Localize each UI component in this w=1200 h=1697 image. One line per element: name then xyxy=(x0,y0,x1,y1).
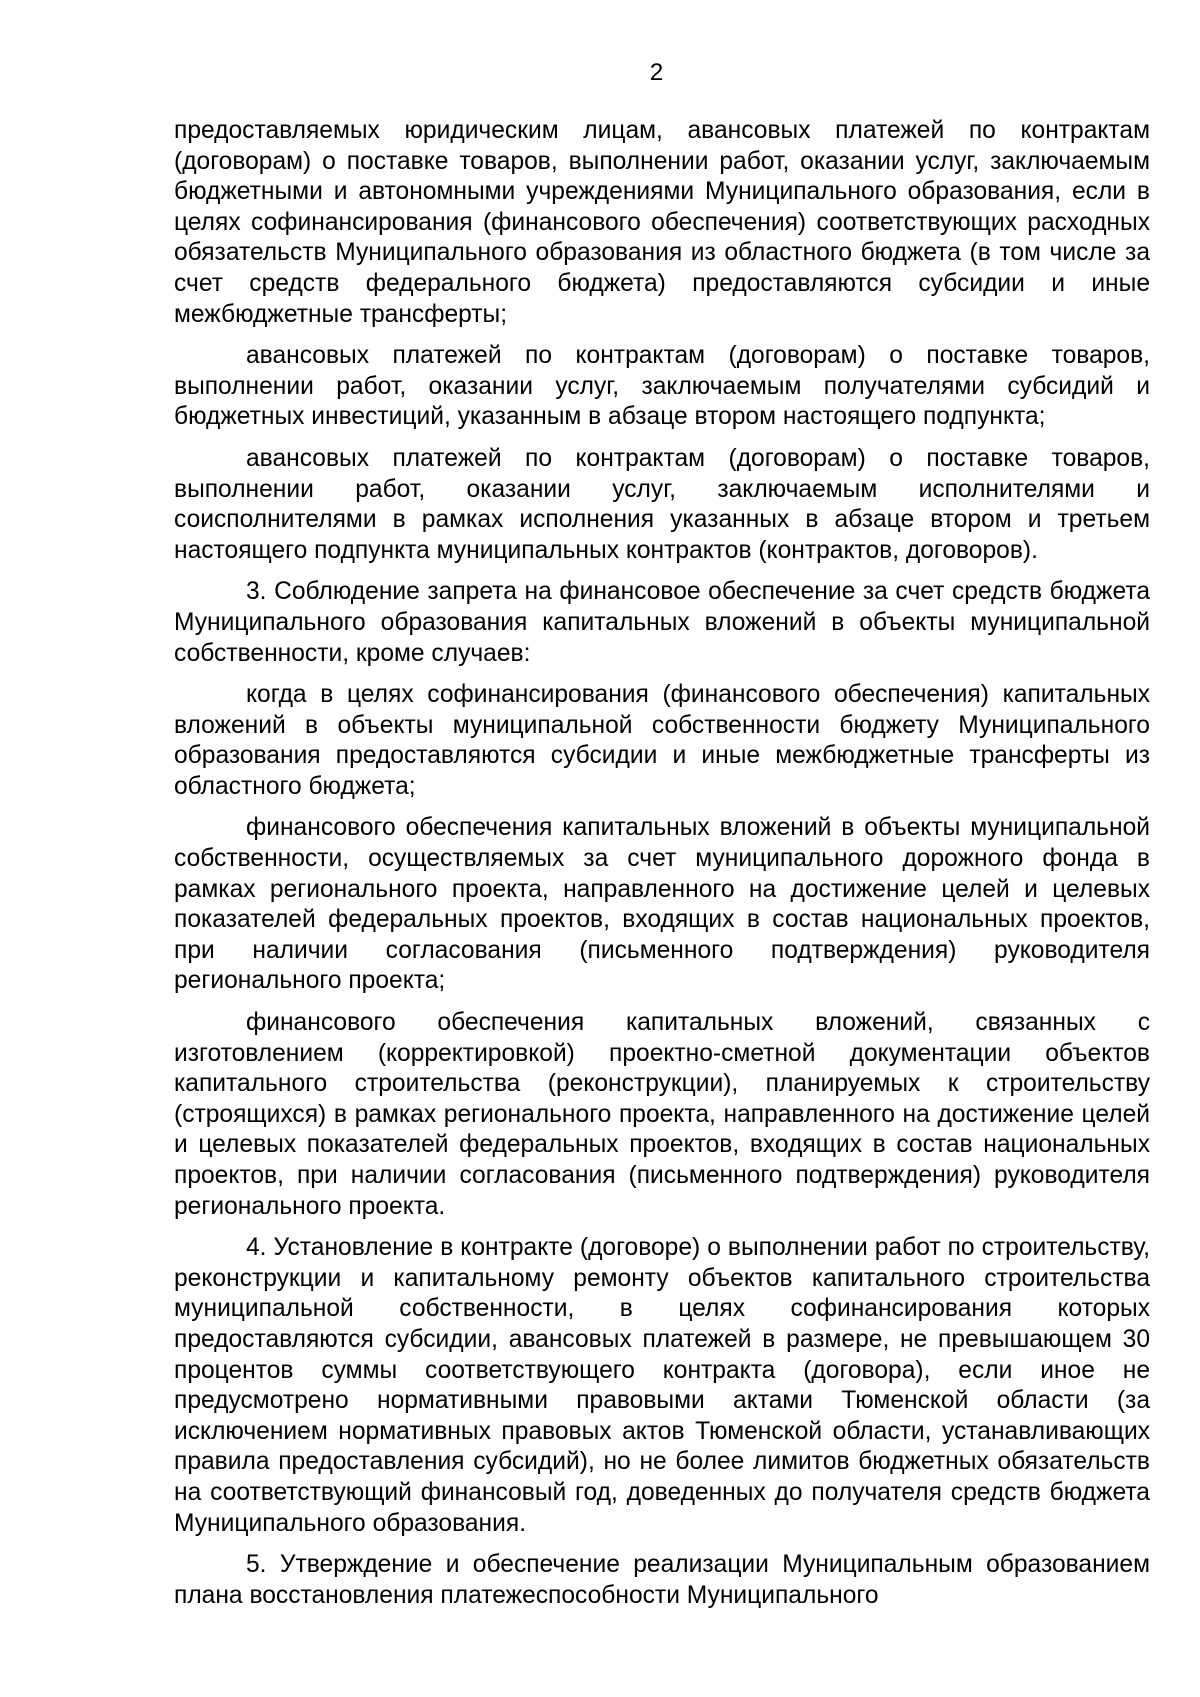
paragraph-item-3: 3. Соблюдение запрета на финансовое обеспечение за счет средств бюджета Муниципального образования капитальных вложений в объекты муниципальной собственности, кроме случаев: xyxy=(174,578,1150,667)
paragraph-advance-payments-executors: авансовых платежей по контрактам (договорам) о поставке товаров, выполнении работ, оказании услуг, заключаемым исполнителями и соисполнителями в рамках исполнения указанных в абзаце втором и третьем настоящего подпункта муниципальных контрактов (контрактов, договоров). xyxy=(174,444,1150,564)
page-number: 2 xyxy=(649,59,664,86)
paragraph-continuation: предоставляемых юридическим лицам, авансовых платежей по контрактам (договорам) о поставке товаров, выполнении работ, оказании услуг, заключаемым бюджетными и автономными учреждениями Муниципального образования, если в целях софинансирования (финансового обеспечения) соответствующих расходных обязательств Муниципального образования из областного бюджета (в том числе за счет средств федерального бюджета) предоставляются субсидии и иные межбюджетные трансферты; xyxy=(174,117,1150,328)
document-body xyxy=(174,116,1150,1622)
paragraph-advance-payments-recipients: авансовых платежей по контрактам (договорам) о поставке товаров, выполнении работ, оказании услуг, заключаемым получателями субсидий и бюджетных инвестиций, указанным в абзаце втором настоящего подпункта; xyxy=(174,342,1150,431)
paragraph-item-4: 4. Установление в контракте (договоре) о выполнении работ по строительству, реконструкции и капитальному ремонту объектов капитального строительства муниципальной собственности, в целях софинансирования которых предоставляются субсидии, авансовых платежей в размере, не превышающем 30 процентов суммы соответствующего контракта (договора), если иное не предусмотрено нормативными правовыми актами Тюменской области (за исключением нормативных правовых актов Тюменской области, устанавливающих правила предоставления субсидий), но не более лимитов бюджетных обязательств на соответствующий финансовый год, доведенных до получателя средств бюджета Муниципального образования. xyxy=(174,1234,1150,1537)
paragraph-case-cofinancing: когда в целях софинансирования (финансового обеспечения) капитальных вложений в объекты муниципальной собственности бюджету Муниципального образования предоставляются субсидии и иные межбюджетные трансферты из областного бюджета; xyxy=(174,681,1150,800)
paragraph-item-5: 5. Утверждение и обеспечение реализации Муниципальным образованием плана восстановления платежеспособности Муниципального xyxy=(174,1551,1150,1609)
paragraph-case-design-documentation: финансового обеспечения капитальных вложений, связанных с изготовлением (корректировкой) проектно-сметной документации объектов капитального строительства (реконструкции), планируемых к строительству (строящихся) в рамках регионального проекта, направленного на достижение целей и целевых показателей федеральных проектов, входящих в состав национальных проектов, при наличии согласования (письменного подтверждения) руководителя регионального проекта. xyxy=(174,1009,1150,1220)
paragraph-case-road-fund: финансового обеспечения капитальных вложений в объекты муниципальной собственности, осуществляемых за счет муниципального дорожного фонда в рамках регионального проекта, направленного на достижение целей и целевых показателей федеральных проектов, входящих в состав национальных проектов, при наличии согласования (письменного подтверждения) руководителя регионального проекта; xyxy=(174,814,1150,995)
